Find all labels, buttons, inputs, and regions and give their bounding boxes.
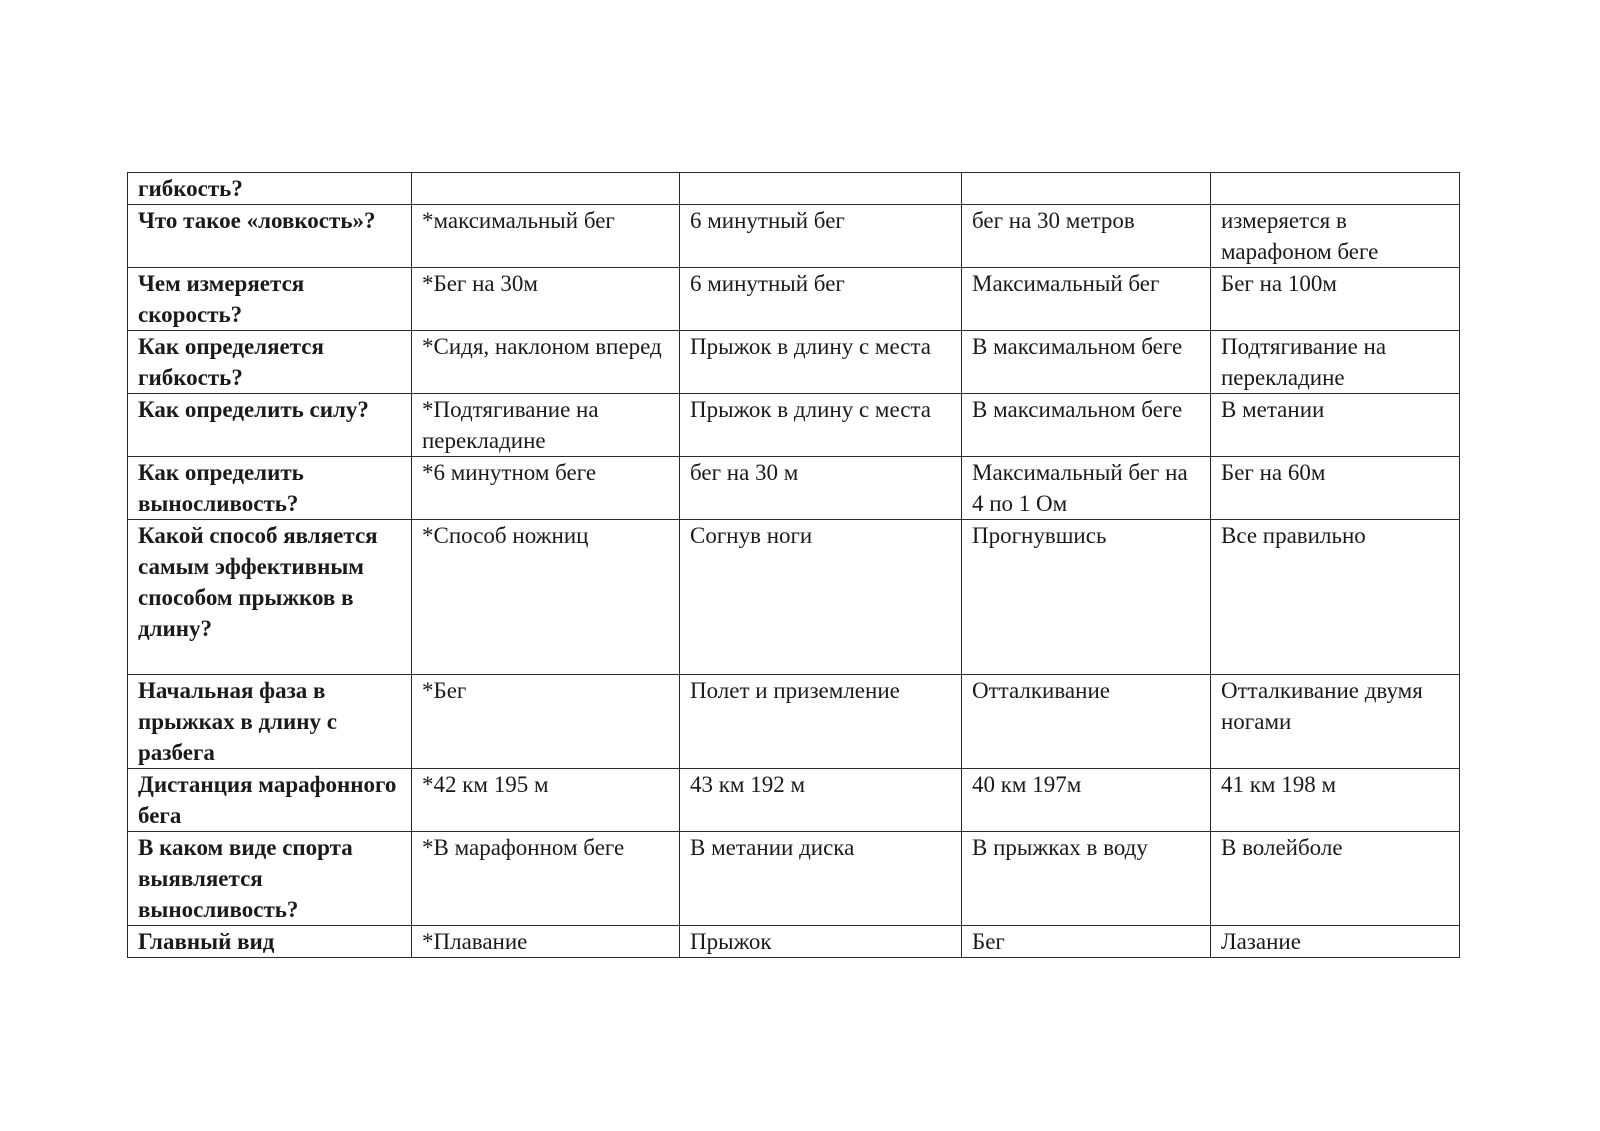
answer-cell-correct: *42 км 195 м	[412, 769, 680, 832]
question-cell: В каком виде спорта выявляется выносливость?	[128, 832, 412, 926]
answer-cell-correct: *Сидя, наклоном вперед	[412, 331, 680, 394]
question-cell: Дистанция марафонного бега	[128, 769, 412, 832]
answer-cell-correct: *Способ ножниц	[412, 520, 680, 675]
table-row	[128, 331, 1460, 394]
question-cell: Что такое «ловкость»?	[128, 205, 412, 268]
answer-cell: Согнув ноги	[680, 520, 962, 675]
answer-cell: измеряется в марафоном беге	[1211, 205, 1460, 268]
answer-cell: бег на 30 метров	[962, 205, 1211, 268]
answer-cell-correct	[412, 173, 680, 205]
question-cell: гибкость?	[128, 173, 412, 205]
answer-cell: Бег на 100м	[1211, 268, 1460, 331]
answer-cell: В метании	[1211, 394, 1460, 457]
answer-cell-correct: *Плавание	[412, 926, 680, 958]
table-row	[128, 268, 1460, 331]
question-cell: Как определить силу?	[128, 394, 412, 457]
answer-cell	[680, 173, 962, 205]
answer-cell-correct: *Бег	[412, 675, 680, 769]
answer-cell: Полет и приземление	[680, 675, 962, 769]
table-row	[128, 675, 1460, 769]
question-cell: Начальная фаза в прыжках в длину с разбега	[128, 675, 412, 769]
answer-cell: Подтягивание на перекладине	[1211, 331, 1460, 394]
table-row	[128, 832, 1460, 926]
answer-cell-correct: *максимальный бег	[412, 205, 680, 268]
answer-cell: 43 км 192 м	[680, 769, 962, 832]
answer-cell: Отталкивание двумя ногами	[1211, 675, 1460, 769]
answer-cell: Прыжок в длину с места	[680, 331, 962, 394]
answer-cell	[962, 173, 1211, 205]
answer-cell-correct: *В марафонном беге	[412, 832, 680, 926]
answer-cell: Максимальный бег на 4 по 1 Ом	[962, 457, 1211, 520]
question-cell: Чем измеряется скорость?	[128, 268, 412, 331]
answer-cell: В прыжках в воду	[962, 832, 1211, 926]
answer-cell-correct: *Подтягивание на перекладине	[412, 394, 680, 457]
table-row	[128, 205, 1460, 268]
answer-cell: Бег	[962, 926, 1211, 958]
answer-cell: В волейболе	[1211, 832, 1460, 926]
question-cell: Как определить выносливость?	[128, 457, 412, 520]
question-cell: Как определяется гибкость?	[128, 331, 412, 394]
table-row	[128, 173, 1460, 205]
table-row	[128, 926, 1460, 958]
answer-cell: Отталкивание	[962, 675, 1211, 769]
table-row	[128, 457, 1460, 520]
answer-cell: В максимальном беге	[962, 394, 1211, 457]
answer-cell-correct: *6 минутном беге	[412, 457, 680, 520]
answer-cell: Максимальный бег	[962, 268, 1211, 331]
answer-cell: Прыжок в длину с места	[680, 394, 962, 457]
answer-cell-correct: *Бег на 30м	[412, 268, 680, 331]
table-row	[128, 520, 1460, 675]
answer-cell: Бег на 60м	[1211, 457, 1460, 520]
answer-cell: Прыжок	[680, 926, 962, 958]
answer-cell: В максимальном беге	[962, 331, 1211, 394]
answer-cell: 40 км 197м	[962, 769, 1211, 832]
answer-cell: бег на 30 м	[680, 457, 962, 520]
answer-cell	[1211, 173, 1460, 205]
answer-cell: Прогнувшись	[962, 520, 1211, 675]
answer-cell: 41 км 198 м	[1211, 769, 1460, 832]
answer-cell: 6 минутный бег	[680, 268, 962, 331]
table-row	[128, 394, 1460, 457]
question-cell: Главный вид	[128, 926, 412, 958]
answer-cell: Лазание	[1211, 926, 1460, 958]
answer-cell: 6 минутный бег	[680, 205, 962, 268]
quiz-table	[127, 172, 1460, 958]
question-cell: Какой способ является самым эффективным способом прыжков в длину?	[128, 520, 412, 675]
answer-cell: Все правильно	[1211, 520, 1460, 675]
table-row	[128, 769, 1460, 832]
answer-cell: В метании диска	[680, 832, 962, 926]
